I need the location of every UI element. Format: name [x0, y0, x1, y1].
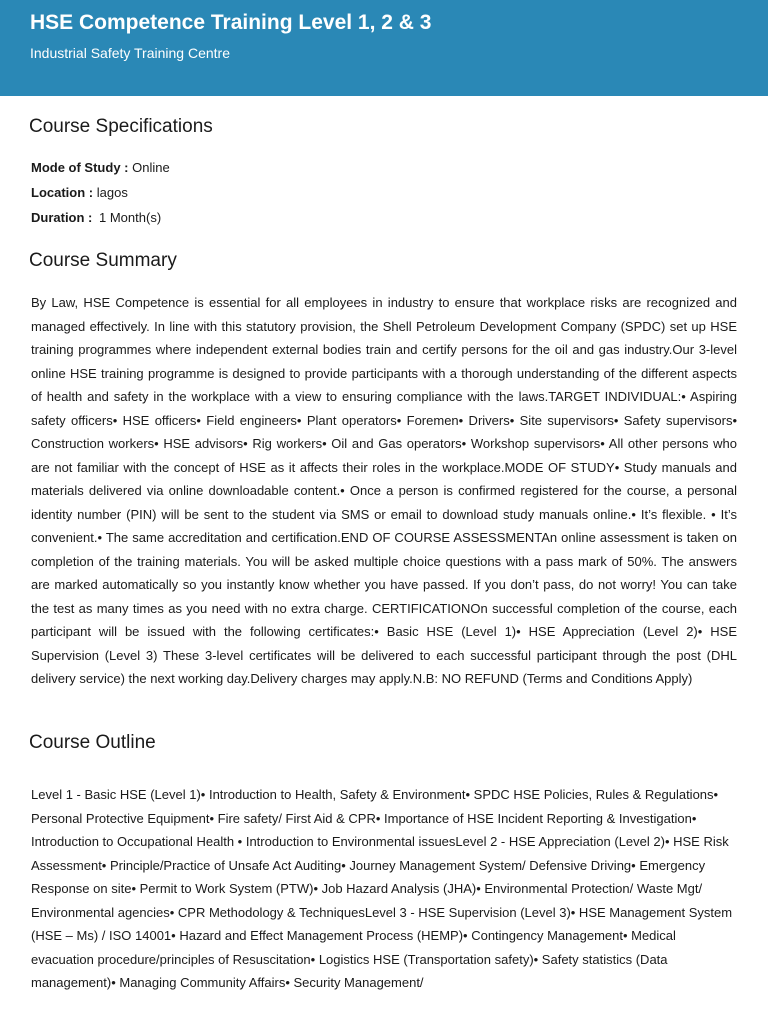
- course-specifications-heading: Course Specifications: [29, 116, 213, 137]
- spec-mode-label: Mode of Study :: [31, 160, 129, 175]
- course-outline-heading: Course Outline: [29, 732, 156, 753]
- spec-location-value: lagos: [96, 185, 128, 200]
- spec-mode-value: Online: [132, 160, 170, 175]
- page-title: HSE Competence Training Level 1, 2 & 3: [30, 11, 432, 34]
- spec-location-label: Location :: [31, 185, 94, 200]
- course-summary-text: By Law, HSE Competence is essential for all employees in industry to ensure that workplace risks are recognized and managed effectively. In line with this statutory provision, the Shell Petroleum Development Company (SPDC) set up HSE training programmes where independent external bodies train and certify persons for the oil and gas industry.Our 3-level online HSE training programme is designed to provide participants with a thorough understanding of the different aspects of health and safety in the workplace with a view to ensuring compliance with the laws.TARGET INDIVIDUAL:• Aspiring safety officers• HSE officers• Field engineers• Plant operators• Foremen• Drivers• Site supervisors• Safety supervisors• Construction workers• HSE advisors• Rig workers• Oil and Gas operators• Workshop supervisors• All other persons who are not familiar with the concept of HSE as it affects their roles in the workplace.MODE OF STUDY• Study manuals and materials delivered via online downloadable content.• Once a person is confirmed registered for the course, a personal identity number (PIN) will be sent to the student via SMS or email to download study manuals online.• It’s flexible. • It’s convenient.• The same accreditation and certification.END OF COURSE ASSESSMENTAn online assessment is taken on completion of the training materials. You will be asked multiple choice questions with a pass mark of 50%. The answers are marked automatically so you instantly know whether you have passed. If you don’t pass, do not worry! You can take the test as many times as you need with no extra charge. CERTIFICATIONOn successful completion of the course, each participant will be issued with the following certificates:• Basic HSE (Level 1)• HSE Appreciation (Level 2)• HSE Supervision (Level 3) These 3-level certificates will be delivered to each successful participant through the post (DHL delivery service) the next working day.Delivery charges may apply.N.B: NO REFUND (Terms and Conditions Apply): [31, 295, 737, 686]
- spec-row-mode: [31, 159, 170, 177]
- page-header: [0, 0, 768, 96]
- page-subtitle: Industrial Safety Training Centre: [30, 45, 230, 61]
- spec-row-location: [31, 184, 128, 202]
- course-summary-heading: Course Summary: [29, 250, 177, 271]
- spec-row-duration: [31, 209, 161, 227]
- course-outline-text: Level 1 - Basic HSE (Level 1)• Introduction to Health, Safety & Environment• SPDC HSE Policies, Rules & Regulations• Personal Protective Equipment• Fire safety/ First Aid & CPR• Importance of HSE Incident Reporting & Investigation• Introduction to Occupational Health • Introduction to Environmental issuesLevel 2 - HSE Appreciation (Level 2)• HSE Risk Assessment• Principle/Practice of Unsafe Act Auditing• Journey Management System/ Defensive Driving• Emergency Response on site• Permit to Work System (PTW)• Job Hazard Analysis (JHA)• Environmental Protection/ Waste Mgt/ Environmental agencies• CPR Methodology & TechniquesLevel 3 - HSE Supervision (Level 3)• HSE Management System (HSE – Ms) / ISO 14001• Hazard and Effect Management Process (HEMP)• Contingency Management• Medical evacuation procedure/principles of Resuscitation• Logistics HSE (Transportation safety)• Safety statistics (Data management)• Managing Community Affairs• Security Management/: [31, 787, 733, 990]
- spec-duration-value: 1 Month(s): [99, 210, 162, 225]
- spec-duration-label: Duration :: [31, 210, 93, 225]
